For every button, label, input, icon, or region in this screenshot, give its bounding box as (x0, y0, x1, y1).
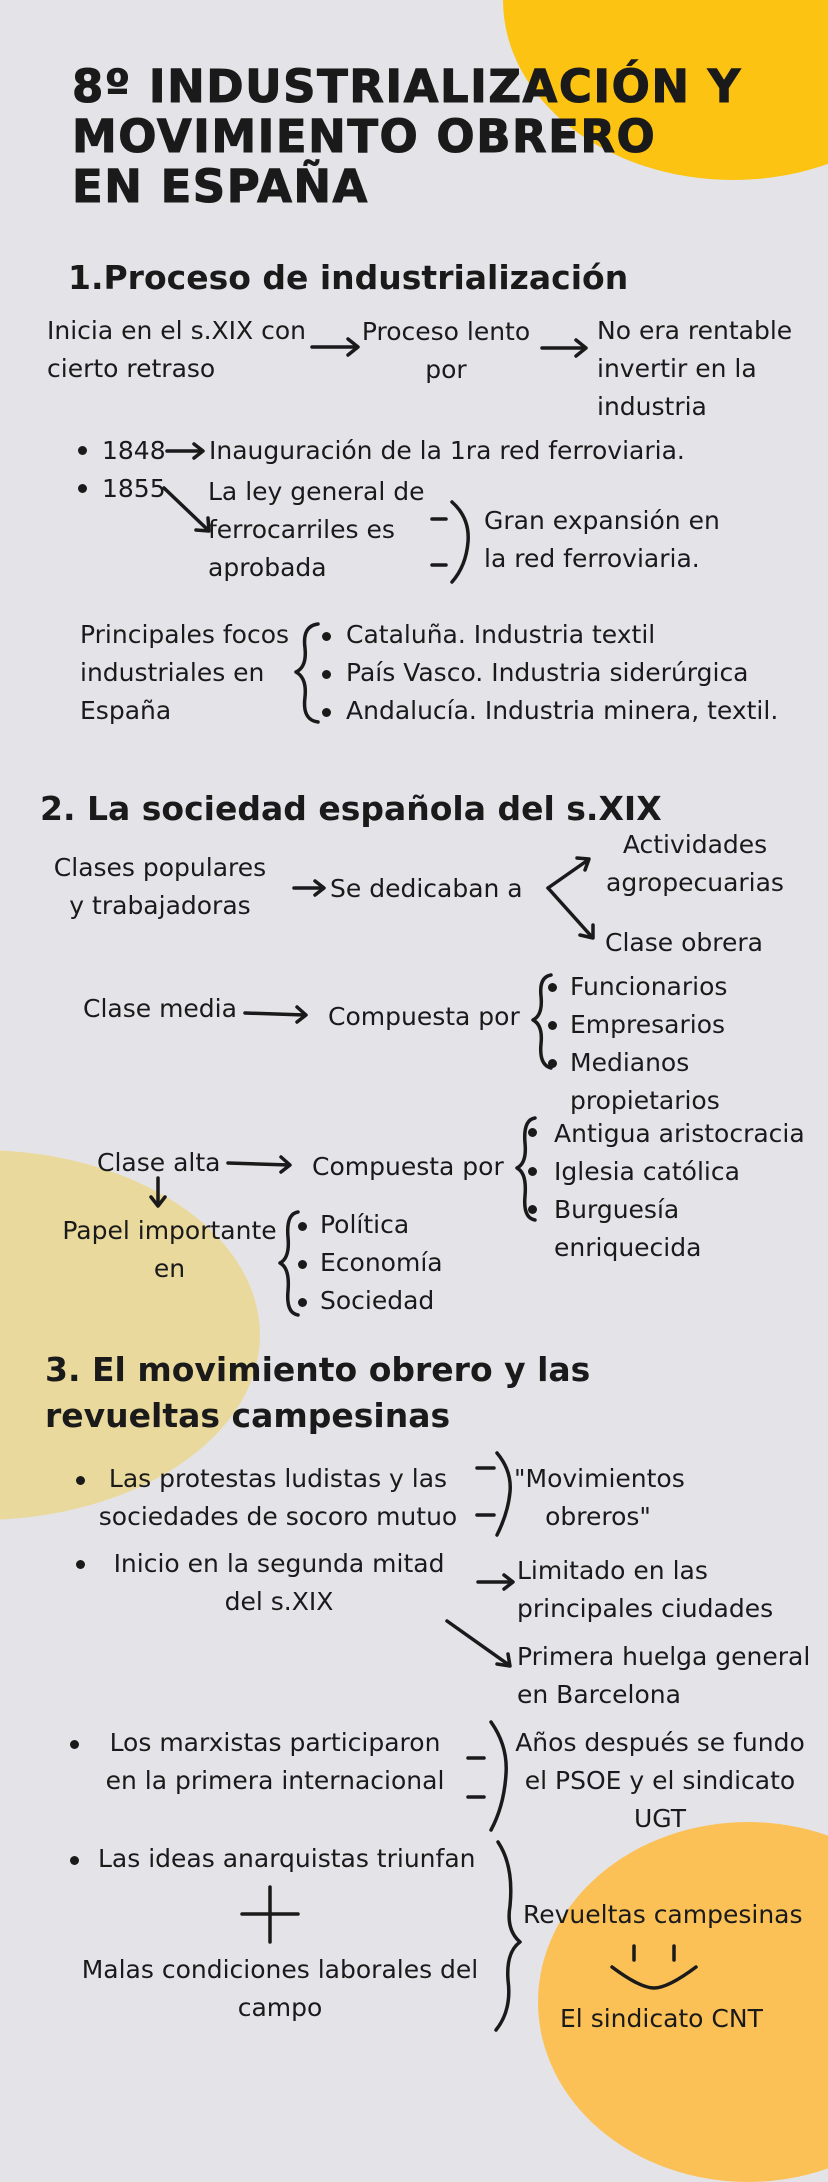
text-line: Los marxistas participaron (109, 1728, 441, 1757)
list-item: Funcionarios (570, 972, 728, 1001)
title-line: 8º INDUSTRIALIZACIÓN Y (72, 60, 742, 113)
text-line: UGT (633, 1804, 687, 1833)
text-line: Actividades (622, 830, 768, 859)
text-line: sociedades de socoro mutuo (98, 1502, 458, 1531)
text-line: industriales en (80, 658, 265, 687)
heading-line: 3. El movimiento obrero y las (45, 1350, 591, 1389)
section1-heading: 1.Proceso de industrialización (68, 258, 629, 297)
text-line: la red ferroviaria. (484, 544, 700, 573)
arrow-1848 (167, 444, 203, 458)
plus-sign (242, 1887, 298, 1942)
text-line: aprobada (208, 553, 327, 582)
arrow-huelga (447, 1621, 510, 1666)
compuesta-media: Compuesta por (328, 1002, 520, 1031)
text-line: en (153, 1254, 186, 1283)
text-line: industria (597, 392, 707, 421)
arrow-popular (294, 881, 324, 895)
text-line: Principales focos (80, 620, 290, 649)
sindicato-cnt: El sindicato CNT (560, 2004, 763, 2033)
actividades-agropecuarias (590, 826, 800, 902)
text-line: Proceso lento (361, 317, 531, 346)
text-line: Inicia en el s.XIX con (47, 316, 306, 345)
text-line: Inicio en la segunda mitad (113, 1549, 445, 1578)
bullet (322, 632, 331, 641)
bullet (528, 1167, 537, 1176)
text-line: Gran expansión en (484, 506, 720, 535)
media-list (570, 968, 727, 1120)
alta-list (554, 1115, 805, 1267)
movimientos-obreros (514, 1460, 685, 1536)
se-dedicaban: Se dedicaban a (330, 874, 523, 903)
ludistas (92, 1460, 464, 1536)
text-line: Malas condiciones laborales del (81, 1955, 479, 1984)
text-line: obreros" (545, 1502, 651, 1531)
text-line: Primera huelga general (517, 1642, 811, 1671)
text-line: La ley general de (208, 477, 425, 506)
limitado-ciudades (517, 1552, 773, 1628)
main-title (72, 62, 742, 212)
papel-importante (52, 1212, 287, 1288)
brace-anarquistas (496, 1842, 520, 2030)
bullet (70, 1740, 79, 1749)
text-line: por (425, 355, 467, 384)
papel-list (320, 1206, 443, 1320)
text-line: "Movimientos (514, 1464, 685, 1493)
marxistas (92, 1724, 458, 1800)
clase-media: Clase media (83, 994, 237, 1023)
malas-condiciones (70, 1951, 490, 2027)
brace-focos (296, 624, 318, 722)
bullet (76, 1476, 85, 1485)
text-line: Clases populares (53, 853, 267, 882)
flow-proceso (360, 313, 532, 389)
title-line: EN ESPAÑA (72, 160, 369, 213)
primera-huelga (517, 1638, 810, 1714)
flow-inicia (47, 312, 306, 388)
text-line: España (80, 696, 172, 725)
list-item: Economía (320, 1248, 443, 1277)
year-1848: 1848 (102, 436, 166, 465)
text-line: Años después se fundo (515, 1728, 805, 1757)
arrow-inicia-proceso (312, 339, 358, 355)
text-line: ferrocarriles es (208, 515, 395, 544)
list-item: Antigua aristocracia (554, 1119, 805, 1148)
section3-heading (45, 1347, 590, 1439)
arrow-alta-down (151, 1178, 165, 1206)
event-1855 (208, 473, 424, 587)
text-line: agropecuarias (606, 868, 784, 897)
revueltas-campesinas: Revueltas campesinas (523, 1900, 803, 1929)
clases-populares (40, 849, 280, 925)
compuesta-alta: Compuesta por (312, 1152, 504, 1181)
text-line: Las protestas ludistas y las (108, 1464, 448, 1493)
list-item: propietarios (570, 1086, 720, 1115)
text-line: el PSOE y el sindicato (524, 1766, 796, 1795)
text-line: principales ciudades (517, 1594, 774, 1623)
merge-arrow-cnt (612, 1946, 696, 1988)
bracket-marxistas (468, 1722, 506, 1830)
result-1855 (484, 502, 720, 578)
bullet (322, 708, 331, 717)
text-line: campo (237, 1993, 323, 2022)
list-item: Cataluña. Industria textil (346, 620, 656, 649)
text-line: invertir en la (597, 354, 757, 383)
bullet (76, 1560, 85, 1569)
arrow-alta (228, 1157, 290, 1172)
clase-alta: Clase alta (97, 1148, 221, 1177)
bullet (78, 484, 87, 493)
bullet (298, 1260, 307, 1269)
bullet (528, 1205, 537, 1214)
ideas-anarquistas: Las ideas anarquistas triunfan (98, 1844, 476, 1873)
list-item: Política (320, 1210, 410, 1239)
bracket-ley (432, 502, 468, 582)
list-item: enriquecida (554, 1233, 702, 1262)
bullet (548, 983, 557, 992)
bullet (548, 1059, 557, 1068)
bullet (298, 1222, 307, 1231)
list-item: Iglesia católica (554, 1157, 740, 1186)
title-line: MOVIMIENTO OBRERO (72, 110, 657, 163)
list-item: País Vasco. Industria siderúrgica (346, 658, 749, 687)
psoe-ugt (510, 1724, 810, 1838)
focos-list (346, 616, 778, 730)
list-item: Sociedad (320, 1286, 435, 1315)
bullet (70, 1856, 79, 1865)
bracket-ludistas (477, 1453, 510, 1535)
list-item: Empresarios (570, 1010, 726, 1039)
text-line: No era rentable (597, 316, 793, 345)
flow-rentable (597, 312, 792, 426)
list-item: Medianos (570, 1048, 690, 1077)
arrow-to-actividades (548, 858, 589, 888)
text-line: y trabajadoras (69, 891, 251, 920)
text-line: del s.XIX (224, 1587, 334, 1616)
section2-heading: 2. La sociedad española del s.XIX (40, 789, 662, 828)
text-line: cierto retraso (47, 354, 216, 383)
bullet (528, 1128, 537, 1137)
arrow-media (245, 1007, 306, 1022)
bullet (548, 1021, 557, 1030)
bullet (78, 446, 87, 455)
text-line: en Barcelona (517, 1680, 681, 1709)
list-item: Burguesía (554, 1195, 680, 1224)
focos-label (80, 616, 289, 730)
arrow-proceso-rentable (542, 340, 586, 356)
text-line: en la primera internacional (105, 1766, 445, 1795)
list-item: Andalucía. Industria minera, textil. (346, 696, 779, 725)
arrow-1855 (164, 488, 209, 531)
inicio-segunda-mitad (104, 1545, 454, 1621)
arrow-limitado (478, 1575, 513, 1589)
heading-line: revueltas campesinas (45, 1396, 451, 1435)
text-line: Papel importante (62, 1216, 277, 1245)
event-1848: Inauguración de la 1ra red ferroviaria. (209, 436, 685, 465)
bullet (322, 670, 331, 679)
clase-obrera: Clase obrera (605, 928, 763, 957)
arrow-to-obrera (548, 888, 593, 938)
text-line: Limitado en las (517, 1556, 708, 1585)
year-1855: 1855 (102, 474, 166, 503)
bullet (298, 1298, 307, 1307)
